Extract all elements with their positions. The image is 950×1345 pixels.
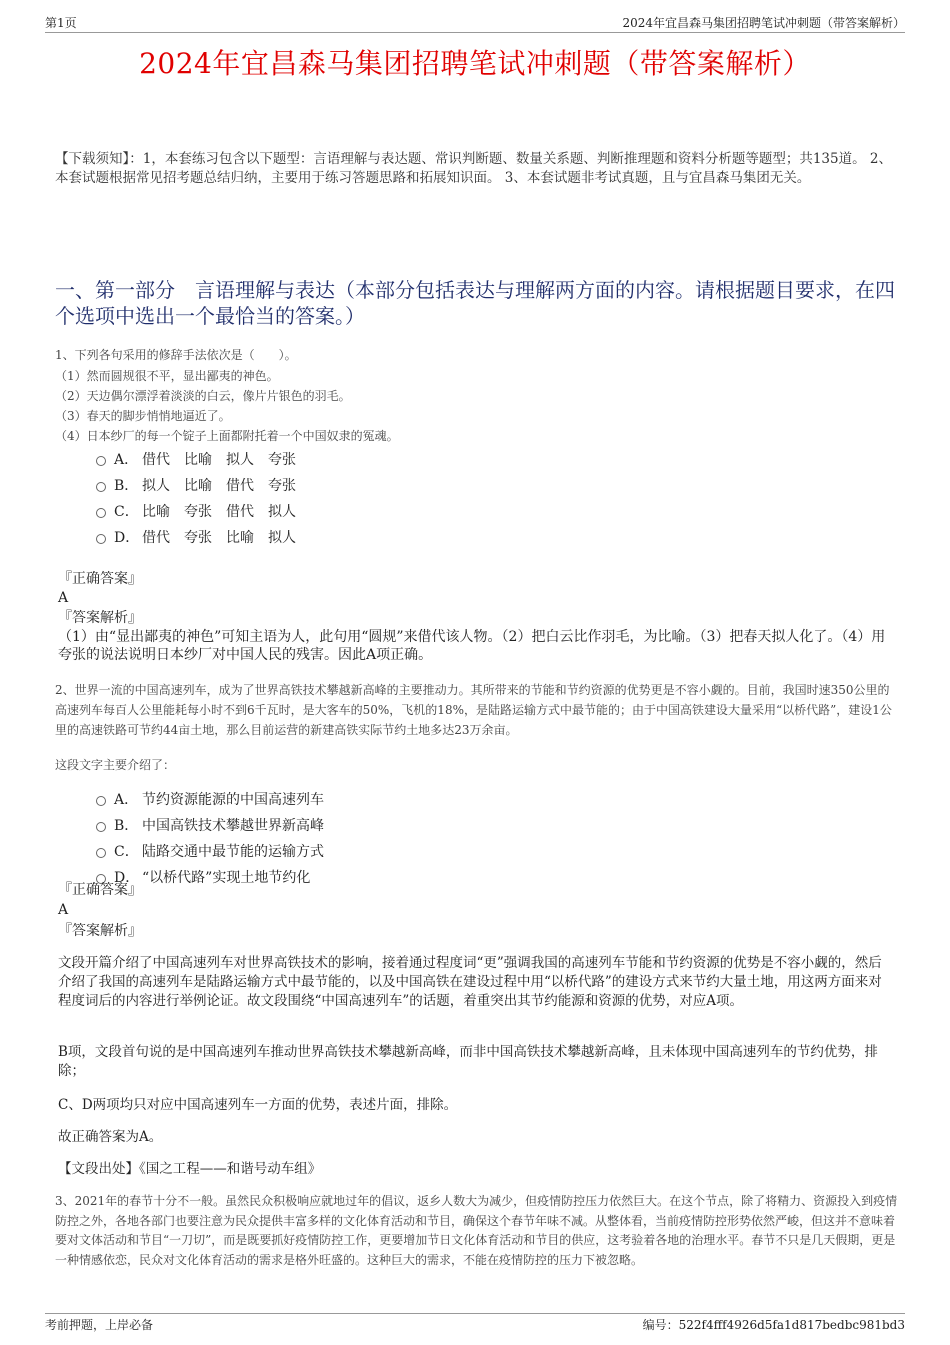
q2-stem: 2、世界一流的中国高速列车，成为了世界高铁技术攀越新高峰的主要推动力。其所带来的节能和节约资源的优势更是不容小觑的。目前，我国时速350公里的高速列车每百人公里能耗每小时不到6千瓦时，是大客车的50%，飞机的18%，是陆路运输方式中最节能的；由于中国高铁建设大量采用“以桥代路”，建设1公里的高速铁路可节约44亩土地，那么目前运营的新建高铁实际节约土地多达23万余亩。 [55, 683, 892, 737]
q2-analysis-paragraph: B项，文段首句说的是中国高速列车推动世界高铁技术攀越新高峰，而非中国高铁技术攀越新高峰，且未体现中国高速列车的节约优势，排除； [58, 1044, 878, 1079]
q1-analysis-label: 『答案解析』 [58, 610, 142, 626]
radio-icon[interactable] [96, 796, 106, 806]
option-letter: D． [114, 870, 140, 886]
page-footer [45, 1313, 905, 1334]
option-letter: D． [114, 530, 140, 546]
q2-analysis-paragraph: C、D两项均只对应中国高速列车一方面的优势，表述片面，排除。 [58, 1097, 458, 1113]
option-text: 陆路交通中最节能的运输方式 [142, 844, 324, 860]
q2-option-b[interactable] [96, 816, 324, 836]
q1-option-d[interactable] [96, 528, 296, 548]
q2-option-c[interactable] [96, 842, 324, 862]
option-text: 借代 比喻 拟人 夸张 [142, 452, 296, 468]
q1-line: （4）日本纱厂的每一个锭子上面都附托着一个中国奴隶的冤魂。 [55, 429, 399, 443]
option-text: “以桥代路”实现土地节约化 [142, 870, 311, 886]
q2-answer-label: 『正确答案』 [58, 882, 142, 898]
footer-slogan: 考前押题，上岸必备 [45, 1318, 154, 1332]
q2-option-a[interactable] [96, 790, 324, 810]
footer-serial: 编号：522f4fff4926d5fa1d817bedbc981bd3 [642, 1318, 905, 1332]
q1-line: （3）春天的脚步悄悄地逼近了。 [55, 409, 231, 423]
q2-analysis-paragraph: 故正确答案为A。 [58, 1129, 163, 1145]
q1-answer: A [58, 590, 69, 606]
radio-icon[interactable] [96, 848, 106, 858]
q1-analysis: （1）由“显出鄙夷的神色”可知主语为人，此句用“圆规”来借代该人物。（2）把白云比作羽毛，为比喻。（3）把春天拟人化了。（4）用夸张的说法说明日本纱厂对中国人民的残害。因此A项正确。 [58, 629, 886, 663]
q2-question: 这段文字主要介绍了： [55, 758, 176, 772]
option-letter: A． [114, 792, 139, 808]
option-letter: B． [114, 818, 139, 834]
document-title: 2024年宜昌森马集团招聘笔试冲刺题（带答案解析） [139, 47, 811, 80]
q1-option-a[interactable] [96, 450, 296, 470]
download-notice: 【下载须知】：1，本套练习包含以下题型：言语理解与表达题、常识判断题、数量关系题、判断推理题和资料分析题等题型；共135道。 2、本套试题根据常见招考题总结归纳，主要用于练习答题思路和拓展知识面。 3、本套试题非考试真题，且与宜昌森马集团无关。 [55, 151, 892, 186]
q1-answer-label: 『正确答案』 [58, 571, 142, 587]
q2-analysis-label: 『答案解析』 [58, 923, 142, 939]
option-letter: B． [114, 478, 139, 494]
q1-line: （1）然而圆规很不平，显出鄙夷的神色。 [55, 369, 279, 383]
q2-answer: A [58, 902, 69, 918]
option-letter: C． [114, 844, 139, 860]
q2-source: 【文段出处】《国之工程——和谐号动车组》 [58, 1161, 322, 1177]
q1-option-c[interactable] [96, 502, 296, 522]
section-heading: 一、第一部分 言语理解与表达（本部分包括表达与理解两方面的内容。请根据题目要求，在四个选项中选出一个最恰当的答案。） [55, 278, 895, 328]
option-letter: A． [114, 452, 139, 468]
header-doc-title: 2024年宜昌森马集团招聘笔试冲刺题（带答案解析） [622, 16, 905, 30]
radio-icon[interactable] [96, 508, 106, 518]
q1-option-b[interactable] [96, 476, 296, 496]
q1-stem: 1、下列各句采用的修辞手法依次是（ ）。 [55, 348, 297, 362]
option-text: 借代 夸张 比喻 拟人 [142, 530, 296, 546]
radio-icon[interactable] [96, 456, 106, 466]
option-text: 比喻 夸张 借代 拟人 [142, 504, 296, 520]
page-header [45, 14, 905, 33]
q2-analysis-paragraph: 文段开篇介绍了中国高速列车对世界高铁技术的影响，接着通过程度词“更”强调我国的高速列车节能和节约资源的优势是不容小觑的，然后介绍了我国的高速列车是陆路运输方式中最节能的，以及中国高铁在建设过程中用“以桥代路”的建设方式来节约大量土地，用这两方面来对程度词后的内容进行举例论证。故文段围绕“中国高速列车”的话题，着重突出其节约能源和资源的优势，对应A项。 [58, 955, 882, 1009]
q1-line: （2）天边偶尔漂浮着淡淡的白云，像片片银色的羽毛。 [55, 389, 351, 403]
q3-stem: 3、2021年的春节十分不一般。虽然民众积极响应就地过年的倡议，返乡人数大为减少，但疫情防控压力依然巨大。在这个节点，除了将精力、资源投入到疫情防控之外，各地各部门也要注意为民众提供丰富多样的文化体育活动和节目，确保这个春节年味不减。从整体看，当前疫情防控形势依然严峻，但这并不意味着要对文体活动和节目“一刀切”，而是既要抓好疫情防控工作，更要增加节日文化体育活动和节目的供应，这考验着各地的治理水平。春节不只是几天假期，更是一种情感依恋，民众对文化体育活动的需求是格外旺盛的。这种巨大的需求，不能在疫情防控的压力下被忽略。 [55, 1194, 898, 1267]
option-letter: C． [114, 504, 139, 520]
option-text: 中国高铁技术攀越世界新高峰 [142, 818, 324, 834]
radio-icon[interactable] [96, 534, 106, 544]
option-text: 拟人 比喻 借代 夸张 [142, 478, 296, 494]
option-text: 节约资源能源的中国高速列车 [142, 792, 324, 808]
radio-icon[interactable] [96, 482, 106, 492]
page-number: 第1页 [45, 16, 77, 30]
radio-icon[interactable] [96, 822, 106, 832]
